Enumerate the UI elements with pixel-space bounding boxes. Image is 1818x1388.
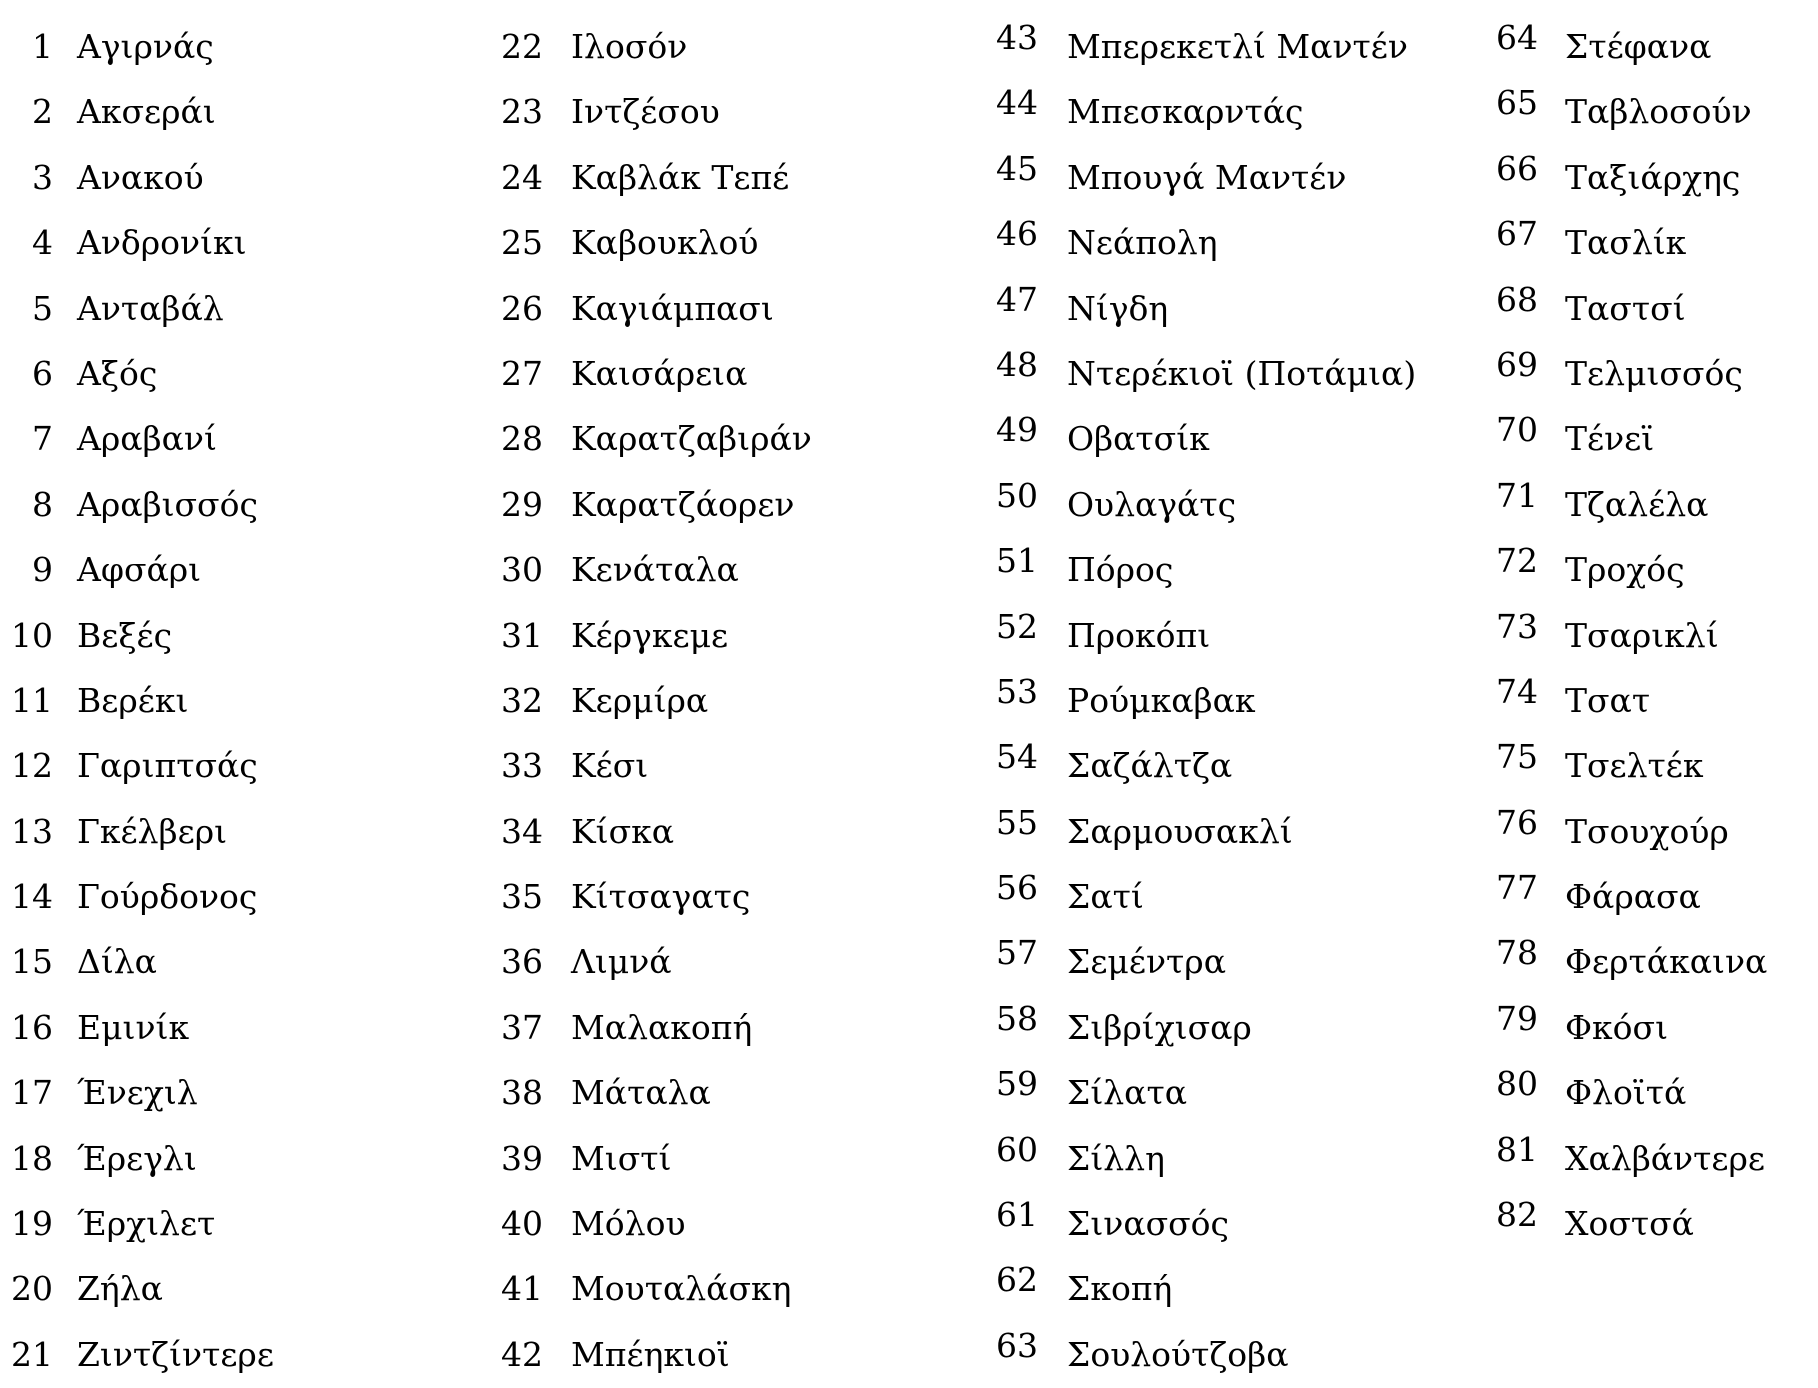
column-2 xyxy=(490,14,970,1387)
list-item xyxy=(1485,276,1818,341)
village-name: Ταβλοσούν xyxy=(1565,92,1752,132)
item-number: 23 xyxy=(501,92,543,132)
village-name: Μπουγά Μαντέν xyxy=(1067,157,1347,197)
item-number: 26 xyxy=(501,288,543,328)
item-number: 79 xyxy=(1496,998,1538,1038)
item-number: 28 xyxy=(501,419,543,459)
item-number: 64 xyxy=(1496,18,1538,57)
item-number: 43 xyxy=(996,18,1038,57)
item-number: 51 xyxy=(996,541,1038,581)
item-number: 78 xyxy=(1496,933,1538,973)
village-name: Σκοπή xyxy=(1067,1269,1173,1309)
village-name: Αφσάρι xyxy=(77,550,202,590)
list-item xyxy=(0,1322,480,1387)
item-number: 7 xyxy=(32,419,53,459)
item-number: 52 xyxy=(996,606,1038,646)
item-number: 67 xyxy=(1496,214,1538,254)
village-name: Ιλοσόν xyxy=(571,27,688,66)
list-item xyxy=(1485,537,1818,602)
item-number: 44 xyxy=(996,83,1038,123)
item-number: 40 xyxy=(501,1204,543,1244)
item-number: 45 xyxy=(996,148,1038,188)
item-number: 8 xyxy=(32,484,53,524)
village-name: Οβατσίκ xyxy=(1067,419,1210,459)
village-name: Ζήλα xyxy=(77,1269,163,1309)
item-number: 32 xyxy=(501,680,543,720)
list-item xyxy=(0,406,480,471)
village-name: Τροχός xyxy=(1565,550,1685,590)
item-number: 74 xyxy=(1496,671,1538,711)
list-item xyxy=(1485,472,1818,537)
village-name: Γκέλβερι xyxy=(77,811,228,851)
item-number: 56 xyxy=(996,868,1038,908)
village-name: Αραβανί xyxy=(77,419,217,459)
village-name: Έρχιλετ xyxy=(77,1204,216,1244)
village-name: Έρεγλι xyxy=(77,1138,197,1178)
list-item xyxy=(985,537,1465,602)
item-number: 9 xyxy=(32,550,53,590)
village-name: Φάρασα xyxy=(1565,877,1701,917)
list-item xyxy=(0,1126,480,1191)
village-name: Καρατζάορεν xyxy=(571,484,795,524)
item-number: 70 xyxy=(1496,410,1538,450)
item-number: 65 xyxy=(1496,83,1538,123)
item-number: 47 xyxy=(996,279,1038,319)
village-name: Ένεχιλ xyxy=(77,1073,198,1113)
list-item xyxy=(985,1126,1465,1191)
list-item xyxy=(1485,995,1818,1060)
list-item xyxy=(985,864,1465,929)
village-name: Καβλάκ Τεπέ xyxy=(571,157,790,197)
list-item xyxy=(985,668,1465,733)
list-item xyxy=(1485,210,1818,275)
village-name: Νεάπολη xyxy=(1067,223,1218,263)
village-name: Ιντζέσου xyxy=(571,92,720,132)
village-name: Σαζάλτζα xyxy=(1067,746,1233,786)
list-item xyxy=(985,995,1465,1060)
list-item xyxy=(1485,799,1818,864)
village-name: Κέργκεμε xyxy=(571,615,729,655)
list-item xyxy=(490,733,970,798)
village-name: Προκόπι xyxy=(1067,615,1211,655)
village-name: Τασλίκ xyxy=(1565,223,1687,263)
item-number: 54 xyxy=(996,737,1038,777)
village-name: Ανακού xyxy=(77,157,204,197)
list-item xyxy=(1485,668,1818,733)
village-name: Ταστσί xyxy=(1565,288,1686,328)
village-name: Ρούμκαβακ xyxy=(1067,680,1256,720)
village-name: Φλοϊτά xyxy=(1565,1073,1687,1113)
village-name: Σινασσός xyxy=(1067,1204,1230,1244)
list-item xyxy=(1485,145,1818,210)
list-item xyxy=(985,1256,1465,1321)
list-item xyxy=(0,995,480,1060)
item-number: 68 xyxy=(1496,279,1538,319)
item-number: 25 xyxy=(501,223,543,263)
item-number: 66 xyxy=(1496,148,1538,188)
village-name: Φκόσι xyxy=(1565,1007,1669,1047)
item-number: 36 xyxy=(501,942,543,982)
village-name: Σιβρίχισαρ xyxy=(1067,1007,1252,1047)
village-name: Σαρμουσακλί xyxy=(1067,811,1293,851)
item-number: 77 xyxy=(1496,868,1538,908)
village-name: Βερέκι xyxy=(77,680,189,720)
list-item xyxy=(490,929,970,994)
item-number: 20 xyxy=(11,1269,53,1309)
village-name: Στέφανα xyxy=(1565,27,1712,66)
village-name: Μαλακοπή xyxy=(571,1007,753,1047)
list-item xyxy=(985,210,1465,275)
item-number: 18 xyxy=(11,1138,53,1178)
item-number: 17 xyxy=(11,1073,53,1113)
item-number: 16 xyxy=(11,1007,53,1047)
item-number: 63 xyxy=(996,1325,1038,1365)
item-number: 82 xyxy=(1496,1195,1538,1235)
list-item xyxy=(1485,79,1818,144)
list-item xyxy=(0,864,480,929)
item-number: 37 xyxy=(501,1007,543,1047)
item-number: 49 xyxy=(996,410,1038,450)
item-number: 39 xyxy=(501,1138,543,1178)
item-number: 21 xyxy=(11,1334,53,1374)
village-name: Ανδρονίκι xyxy=(77,223,247,263)
village-name: Σουλούτζοβα xyxy=(1067,1334,1289,1374)
list-item xyxy=(985,472,1465,537)
list-item xyxy=(1485,1191,1818,1256)
list-item xyxy=(985,733,1465,798)
list-item xyxy=(0,1060,480,1125)
item-number: 57 xyxy=(996,933,1038,973)
list-item xyxy=(490,1256,970,1321)
column-4 xyxy=(1485,14,1818,1256)
list-item xyxy=(490,406,970,471)
list-item xyxy=(0,799,480,864)
list-item xyxy=(490,668,970,733)
list-item xyxy=(490,14,970,79)
village-name: Μόλου xyxy=(571,1204,686,1244)
list-item xyxy=(985,341,1465,406)
village-name: Ζιντζίντερε xyxy=(77,1334,274,1374)
list-item xyxy=(0,537,480,602)
village-name: Σεμέντρα xyxy=(1067,942,1226,982)
list-item xyxy=(985,929,1465,994)
item-number: 11 xyxy=(11,680,53,720)
village-name: Μουταλάσκη xyxy=(571,1269,792,1309)
village-name: Τσατ xyxy=(1565,680,1651,720)
item-number: 3 xyxy=(32,157,53,197)
village-name: Μπέηκιοϊ xyxy=(571,1334,730,1374)
list-item xyxy=(490,1191,970,1256)
village-name: Γούρδονος xyxy=(77,877,258,917)
village-name: Αραβισσός xyxy=(77,484,258,524)
village-name: Καρατζαβιράν xyxy=(571,419,812,459)
village-name: Τσελτέκ xyxy=(1565,746,1704,786)
list-item xyxy=(490,1322,970,1387)
village-name: Κενάταλα xyxy=(571,550,739,590)
list-item xyxy=(490,472,970,537)
list-item xyxy=(0,1191,480,1256)
item-number: 41 xyxy=(501,1269,543,1309)
village-name: Φερτάκαινα xyxy=(1565,942,1768,982)
item-number: 13 xyxy=(11,811,53,851)
list-item xyxy=(0,341,480,406)
village-name: Δίλα xyxy=(77,942,157,982)
item-number: 19 xyxy=(11,1204,53,1244)
list-item xyxy=(490,210,970,275)
item-number: 2 xyxy=(32,92,53,132)
item-number: 60 xyxy=(996,1129,1038,1169)
list-item xyxy=(490,341,970,406)
item-number: 73 xyxy=(1496,606,1538,646)
village-name: Κερμίρα xyxy=(571,680,709,720)
village-name: Ουλαγάτς xyxy=(1067,484,1237,524)
item-number: 69 xyxy=(1496,344,1538,384)
item-number: 10 xyxy=(11,615,53,655)
item-number: 33 xyxy=(501,746,543,786)
village-name: Λιμνά xyxy=(571,942,672,982)
village-name: Μπερεκετλί Μαντέν xyxy=(1067,27,1408,66)
list-item xyxy=(490,79,970,144)
list-item xyxy=(985,406,1465,471)
village-name: Καβουκλού xyxy=(571,223,759,263)
village-name: Καισάρεια xyxy=(571,353,748,393)
item-number: 75 xyxy=(1496,737,1538,777)
list-item xyxy=(1485,929,1818,994)
item-number: 46 xyxy=(996,214,1038,254)
list-item xyxy=(985,79,1465,144)
list-item xyxy=(0,733,480,798)
item-number: 15 xyxy=(11,942,53,982)
village-name: Χαλβάντερε xyxy=(1565,1138,1765,1178)
list-item xyxy=(490,864,970,929)
list-item xyxy=(0,210,480,275)
item-number: 29 xyxy=(501,484,543,524)
list-item xyxy=(490,995,970,1060)
village-name: Τελμισσός xyxy=(1565,353,1743,393)
list-item xyxy=(490,537,970,602)
item-number: 27 xyxy=(501,353,543,393)
item-number: 55 xyxy=(996,802,1038,842)
village-name: Ντερέκιοϊ (Ποτάμια) xyxy=(1067,353,1417,393)
list-item xyxy=(0,929,480,994)
village-name: Χοστσά xyxy=(1565,1204,1694,1244)
list-item xyxy=(490,1060,970,1125)
item-number: 50 xyxy=(996,475,1038,515)
item-number: 30 xyxy=(501,550,543,590)
column-1 xyxy=(0,14,480,1387)
item-number: 71 xyxy=(1496,475,1538,515)
list-item xyxy=(1485,406,1818,471)
village-name: Βεξές xyxy=(77,615,173,655)
item-number: 58 xyxy=(996,998,1038,1038)
village-name: Πόρος xyxy=(1067,550,1174,590)
village-name: Αγιρνάς xyxy=(77,27,214,66)
list-item xyxy=(0,276,480,341)
village-name: Ταξιάρχης xyxy=(1565,157,1741,197)
village-name: Ανταβάλ xyxy=(77,288,224,328)
item-number: 42 xyxy=(501,1334,543,1374)
list-item xyxy=(0,145,480,210)
list-item xyxy=(490,1126,970,1191)
list-item xyxy=(985,799,1465,864)
village-name: Μιστί xyxy=(571,1138,672,1178)
list-item xyxy=(0,1256,480,1321)
item-number: 48 xyxy=(996,344,1038,384)
item-number: 34 xyxy=(501,811,543,851)
list-item xyxy=(985,1191,1465,1256)
list-item xyxy=(490,799,970,864)
item-number: 62 xyxy=(996,1260,1038,1300)
list-item xyxy=(1485,733,1818,798)
list-item xyxy=(0,603,480,668)
village-name: Αξός xyxy=(77,353,158,393)
village-name: Κέσι xyxy=(571,746,649,786)
item-number: 72 xyxy=(1496,541,1538,581)
item-number: 61 xyxy=(996,1195,1038,1235)
item-number: 12 xyxy=(11,746,53,786)
village-name: Μάταλα xyxy=(571,1073,711,1113)
village-name: Γαριπτσάς xyxy=(77,746,258,786)
item-number: 53 xyxy=(996,671,1038,711)
list-item xyxy=(0,668,480,733)
list-item xyxy=(985,145,1465,210)
item-number: 59 xyxy=(996,1064,1038,1104)
village-name: Καγιάμπασι xyxy=(571,288,774,328)
list-item xyxy=(490,603,970,668)
list-item xyxy=(490,145,970,210)
list-item xyxy=(490,276,970,341)
item-number: 24 xyxy=(501,157,543,197)
item-number: 1 xyxy=(32,27,53,66)
item-number: 5 xyxy=(32,288,53,328)
item-number: 6 xyxy=(32,353,53,393)
column-3 xyxy=(985,14,1465,1387)
item-number: 35 xyxy=(501,877,543,917)
village-name: Εμινίκ xyxy=(77,1007,190,1047)
list-item xyxy=(1485,603,1818,668)
item-number: 38 xyxy=(501,1073,543,1113)
list-item xyxy=(1485,1060,1818,1125)
list-item xyxy=(0,472,480,537)
item-number: 76 xyxy=(1496,802,1538,842)
list-item xyxy=(1485,1126,1818,1191)
village-name: Κίτσαγατς xyxy=(571,877,751,917)
village-name: Νίγδη xyxy=(1067,288,1169,328)
list-item xyxy=(1485,14,1818,79)
village-name: Ακσεράι xyxy=(77,92,216,132)
village-name: Τζαλέλα xyxy=(1565,484,1709,524)
item-number: 14 xyxy=(11,877,53,917)
village-name: Σίλλη xyxy=(1067,1138,1165,1178)
village-name: Μπεσκαρντάς xyxy=(1067,92,1304,132)
village-name: Τένεϊ xyxy=(1565,419,1655,459)
list-item xyxy=(985,1060,1465,1125)
item-number: 81 xyxy=(1496,1129,1538,1169)
list-item xyxy=(985,603,1465,668)
village-name: Τσουχούρ xyxy=(1565,811,1729,851)
village-name: Σίλατα xyxy=(1067,1073,1188,1113)
village-name: Κίσκα xyxy=(571,811,675,851)
item-number: 22 xyxy=(501,27,543,66)
item-number: 4 xyxy=(32,223,53,263)
list-item xyxy=(985,276,1465,341)
list-item xyxy=(1485,341,1818,406)
list-item xyxy=(985,1322,1465,1387)
village-name: Σατί xyxy=(1067,877,1144,917)
village-name: Τσαρικλί xyxy=(1565,615,1719,655)
list-item xyxy=(1485,864,1818,929)
list-item xyxy=(985,14,1465,79)
list-item xyxy=(0,79,480,144)
item-number: 31 xyxy=(501,615,543,655)
item-number: 80 xyxy=(1496,1064,1538,1104)
list-item xyxy=(0,14,480,79)
